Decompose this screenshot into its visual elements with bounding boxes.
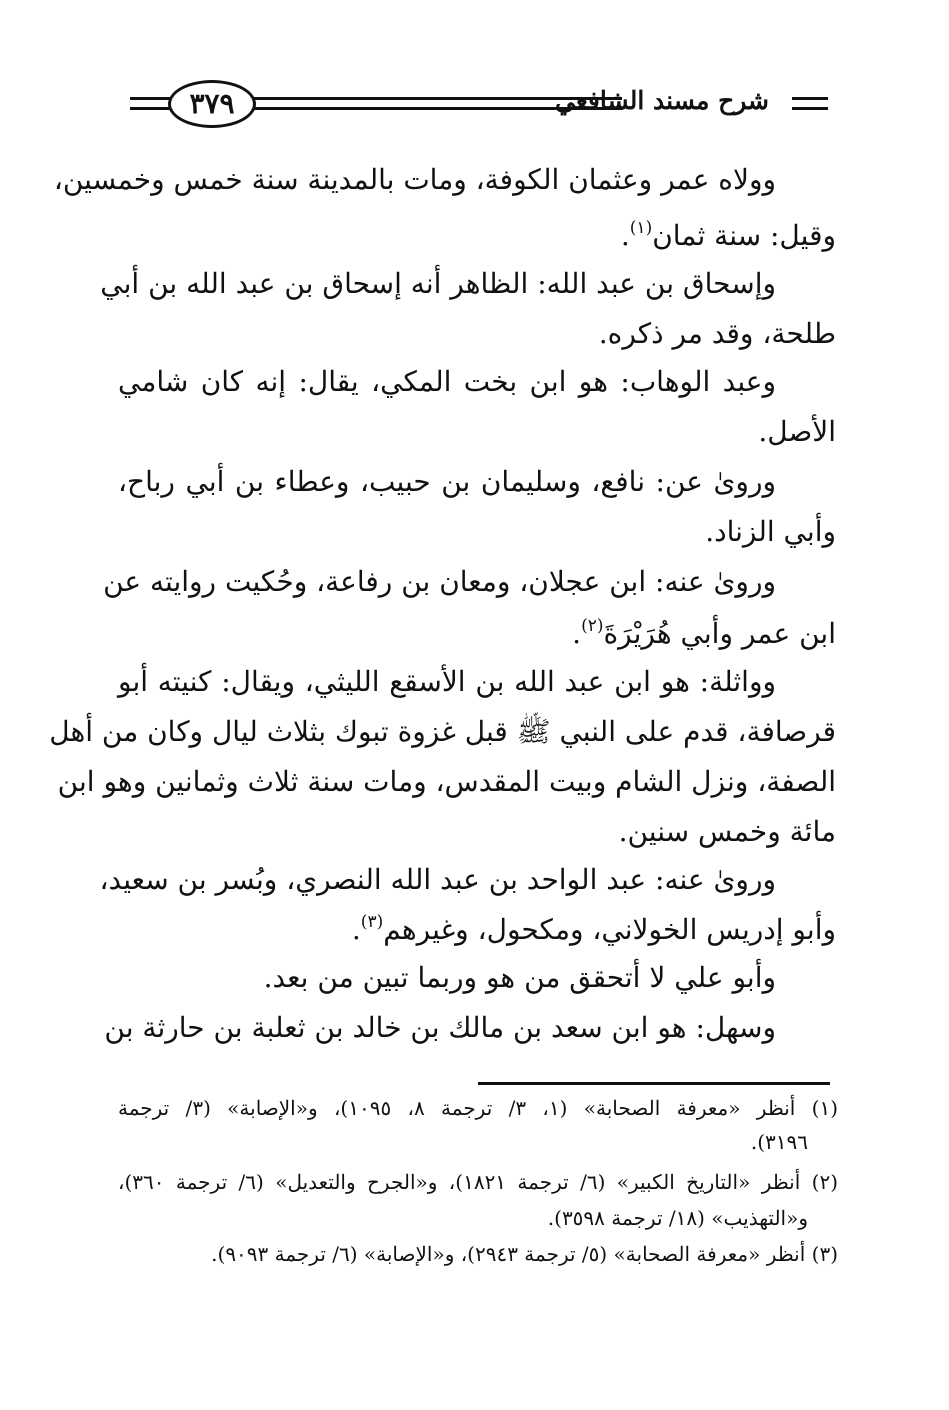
text-line: وإسحاق بن عبد الله: الظاهر أنه إسحاق بن عبد الله بن أبي — [100, 267, 776, 300]
footnote-marker: (٣) — [360, 912, 384, 932]
text-line: الصفة، ونزل الشام وبيت المقدس، ومات سنة ثلاث وثمانين وهو ابن — [57, 765, 836, 798]
footnote-line: ٣١٩٦). — [750, 1130, 808, 1154]
text-line: مائة وخمس سنين. — [618, 815, 836, 848]
footnote-line: (٣) أنظر «معرفة الصحابة» (٥/ ترجمة ٢٩٤٣)، و«الإصابة» (٦/ ترجمة ٩٠٩٣). — [211, 1242, 838, 1266]
text-line: ابن عمر وأبي هُرَيْرَةَ$^{(٢)}$. — [572, 616, 836, 650]
footnote-line: (١) أنظر «معرفة الصحابة» (١، ٣/ ترجمة ٨، ١٠٩٥)، و«الإصابة» (٣/ ترجمة — [118, 1096, 839, 1120]
page-number: ٣٧٩ — [189, 87, 235, 120]
header-rule-right-bottom — [792, 107, 828, 110]
text-line: وأبي الزناد. — [705, 515, 836, 548]
page-number-badge — [168, 80, 256, 128]
text-line: وولاه عمر وعثمان الكوفة، ومات بالمدينة سنة خمس وخمسين، — [53, 163, 776, 196]
book-title: شرح مسند الشافعي — [555, 86, 769, 115]
text-line: قرصافة، قدم على النبي ﷺ قبل غزوة تبوك بثلاث ليال وكان من أهل — [49, 715, 836, 748]
text-line: وواثلة: هو ابن عبد الله بن الأسقع الليثي، ويقال: كنيته أبو — [118, 665, 776, 698]
footnote-marker: (٢) — [581, 616, 604, 636]
text-line: وروىٰ عنه: ابن عجلان، ومعان بن رفاعة، وحُكيت روايته عن — [103, 565, 776, 598]
footnote-separator — [478, 1082, 830, 1085]
text-line: وأبو إدريس الخولاني، ومكحول، وغيرهم$^{(٣)}$. — [351, 912, 836, 946]
footnote-marker: (١) — [629, 218, 653, 238]
text-line: وقيل: سنة ثمان$^{(١)}$. — [620, 218, 836, 252]
text-line: وروىٰ عن: نافع، وسليمان بن حبيب، وعطاء بن أبي رباح، — [118, 465, 776, 498]
text-line: الأصل. — [758, 415, 836, 448]
text-line: وأبو علي لا أتحقق من هو وربما تبين من بعد. — [263, 961, 776, 994]
footnote-line: (٢) أنظر «التاريخ الكبير» (٦/ ترجمة ١٨٢١)، و«الجرح والتعديل» (٦/ ترجمة ٣٦٠)، — [118, 1170, 839, 1194]
footnote-line: و«التهذيب» (١٨/ ترجمة ٣٥٩٨). — [547, 1206, 808, 1230]
text-line: وعبد الوهاب: هو ابن بخت المكي، يقال: إنه كان شامي — [118, 365, 776, 398]
text-line: وروىٰ عنه: عبد الواحد بن عبد الله النصري، وبُسر بن سعيد، — [99, 863, 776, 896]
text-line: وسهل: هو ابن سعد بن مالك بن خالد بن ثعلبة بن حارثة بن — [104, 1011, 776, 1044]
text-line: طلحة، وقد مر ذكره. — [598, 317, 836, 350]
header-rule-right-top — [792, 97, 828, 100]
